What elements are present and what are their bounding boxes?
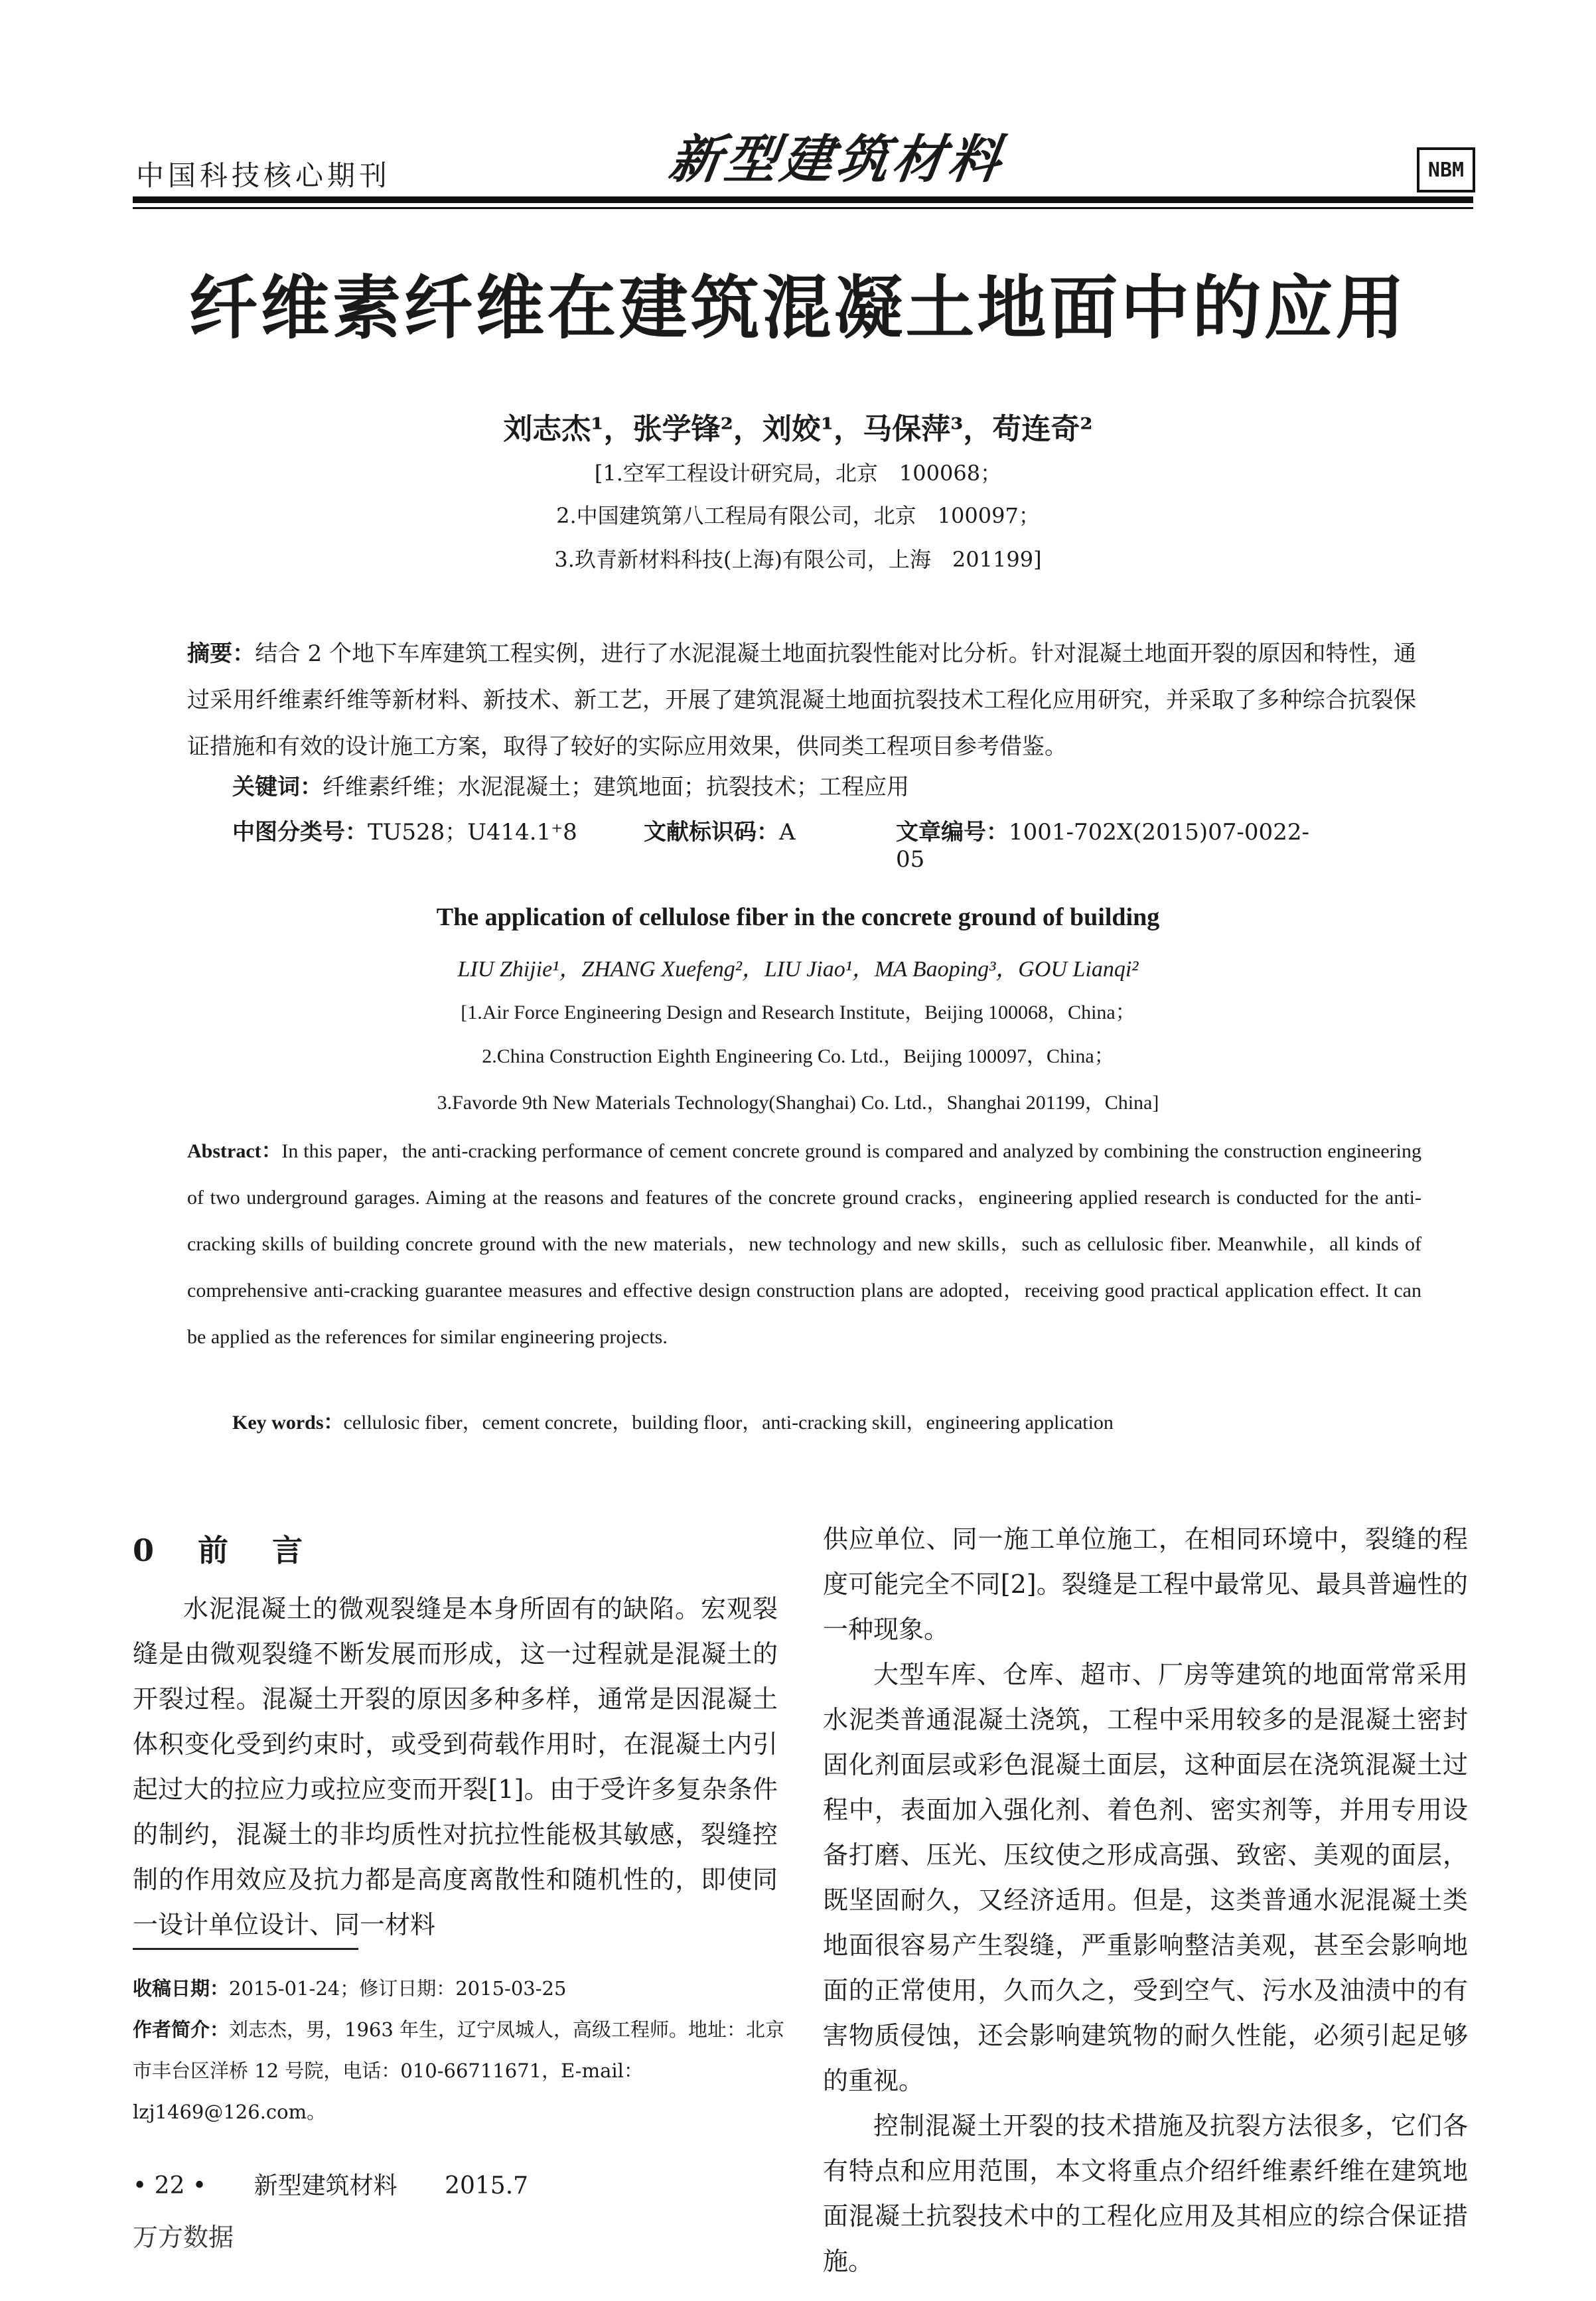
doc-code-label: 文献标识码：	[644, 819, 779, 846]
footnote	[133, 1968, 790, 2132]
en-abstract-text: In this paper，the anti-cracking performance of cement concrete ground is compared and analyzed by combining the construction engineering of two underground garages. Aiming at the reasons and features of the concrete ground cracks，engineering applied research is conducted for the anti-cracking skills of building concrete ground with the new materials，new technology and new skills，such as cellulosic fiber. Meanwhile，all kinds of comprehensive anti-cracking guarantee measures and effective design construction plans are adopted，receiving good practical application effect. It can be applied as the references for similar engineering projects.	[187, 1140, 1421, 1348]
en-affiliation-1: [1.Air Force Engineering Design and Research Institute，Beijing 100068，China；	[461, 1002, 1135, 1023]
zh-keywords	[232, 769, 909, 801]
en-affiliation-2: 2.China Construction Eighth Engineering Co. Ltd.，Beijing 100097，China；	[482, 1045, 1114, 1067]
left-paragraph-text: 水泥混凝土的微观裂缝是本身所固有的缺陷。宏观裂缝是由微观裂缝不断发展而形成，这一过程就是混凝土的开裂过程。混凝土开裂的原因多种多样，通常是因混凝土体积变化受到约束时，或受到荷载作用时，在混凝土内引起过大的拉应力或拉应变而开裂[1]。由于受许多复杂条件的制约，混凝土的非均质性对抗拉性能极其敏感，裂缝控制的作用效应及抗力都是高度离散性和随机性的，即使同一设计单位设计、同一材料	[133, 1594, 778, 1939]
doc-code	[644, 814, 796, 846]
en-authors: LIU Zhijie¹，ZHANG Xuefeng²，LIU Jiao¹，MA Baoping³，GOU Lianqi²	[457, 957, 1139, 982]
journal-classification: 中国科技核心期刊	[136, 159, 392, 192]
affiliation-2: 2.中国建筑第八工程局有限公司，北京 100097；	[556, 503, 1040, 528]
en-affiliation-3: 3.Favorde 9th New Materials Technology(Shanghai) Co. Ltd.，Shanghai 201199，China]	[437, 1092, 1159, 1114]
received-dates-label: 收稿日期：	[133, 1977, 230, 2000]
authors: 刘志杰¹，张学锋²，刘姣¹，马保萍³，苟连奇²	[503, 412, 1093, 446]
en-keywords-label: Key words：	[232, 1412, 344, 1434]
header-rule-thin	[133, 207, 1473, 209]
body-paragraph-left	[133, 1586, 778, 1947]
en-abstract	[187, 1128, 1421, 1361]
clc-value: TU528；U414.1⁺8	[368, 819, 577, 846]
right-paragraph-3: 控制混凝土开裂的技术措施及抗裂方法很多，它们各有特点和应用范围，本文将重点介绍纤维素纤维在建筑地面混凝土抗裂技术中的工程化应用及其相应的综合保证措施。	[823, 2111, 1468, 2276]
zh-abstract-text: 结合 2 个地下车库建筑工程实例，进行了水泥混凝土地面抗裂性能对比分析。针对混凝土地面开裂的原因和特性，通过采用纤维素纤维等新材料、新技术、新工艺，开展了建筑混凝土地面抗裂技术工程化应用研究，并采取了多种综合抗裂保证措施和有效的设计施工方案，取得了较好的实际应用效果，供同类工程项目参考借鉴。	[187, 640, 1416, 760]
footer-issue: 2015.7	[445, 2172, 529, 2199]
right-paragraph-2: 大型车库、仓库、超市、厂房等建筑的地面常常采用水泥类普通混凝土浇筑，工程中采用较多的是混凝土密封固化剂面层或彩色混凝土面层，这种面层在浇筑混凝土过程中，表面加入强化剂、着色剂、密实剂等，并用专用设备打磨、压光、压纹使之形成高强、致密、美观的面层，既坚固耐久，又经济适用。但是，这类普通水泥混凝土类地面很容易产生裂缝，严重影响整洁美观，甚至会影响地面的正常使用，久而久之，受到空气、污水及油渍中的有害物质侵蚀，还会影响建筑物的耐久性能，必须引起足够的重视。	[823, 1660, 1468, 2095]
clc-number	[232, 814, 577, 846]
doc-code-value: A	[779, 819, 796, 846]
author-bio-label: 作者简介：	[133, 2018, 230, 2041]
clc-label: 中图分类号：	[232, 819, 368, 846]
en-abstract-label: Abstract：	[187, 1140, 282, 1162]
author-bio	[133, 2009, 790, 2132]
zh-abstract	[187, 631, 1416, 770]
right-paragraph-1: 供应单位、同一施工单位施工，在相同环境中，裂缝的程度可能完全不同[2]。裂缝是工程中最常见、最具普遍性的一种现象。	[823, 1524, 1468, 1644]
journal-badge: NBM	[1417, 147, 1475, 192]
page-footer	[133, 2167, 568, 2201]
body-column-right	[823, 1517, 1468, 2284]
header-rule-thick	[133, 196, 1473, 203]
watermark: 万方数据	[133, 2223, 234, 2252]
article-number-label: 文章编号：	[896, 819, 1009, 846]
zh-keywords-text: 纤维素纤维；水泥混凝土；建筑地面；抗裂技术；工程应用	[323, 774, 909, 800]
paper-title: 纤维素纤维在建筑混凝土地面中的应用	[188, 267, 1408, 348]
received-dates	[133, 1968, 790, 2009]
zh-abstract-label: 摘要：	[187, 640, 255, 667]
en-title: The application of cellulose fiber in the concrete ground of building	[436, 903, 1160, 931]
received-dates-value: 2015-01-24；修订日期：2015-03-25	[229, 1977, 567, 2000]
author-bio-text: 刘志杰，男，1963 年生，辽宁凤城人，高级工程师。地址：北京市丰台区洋桥 12 号院，电话：010-66711671，E-mail：lzj1469@126.com。	[133, 2018, 785, 2123]
en-keywords-text: cellulosic fiber，cement concrete，building floor，anti-cracking skill，engineering application	[343, 1412, 1114, 1434]
section-heading: 0 前 言	[133, 1532, 310, 1568]
journal-logo: 新型建筑材料	[665, 129, 1009, 190]
article-number-value: 1001-702X(2015)07-0022-05	[896, 819, 1309, 873]
en-keywords	[232, 1406, 1114, 1435]
zh-keywords-label: 关键词：	[232, 774, 323, 800]
affiliation-1: [1.空军工程设计研究局，北京 100068；	[594, 461, 1002, 486]
article-number	[896, 814, 1327, 873]
affiliation-3: 3.玖青新材料科技(上海)有限公司，上海 201199]	[554, 547, 1042, 572]
footnote-rule	[133, 1948, 358, 1950]
page-number: • 22 •	[133, 2172, 207, 2199]
footer-journal: 新型建筑材料	[254, 2172, 398, 2199]
